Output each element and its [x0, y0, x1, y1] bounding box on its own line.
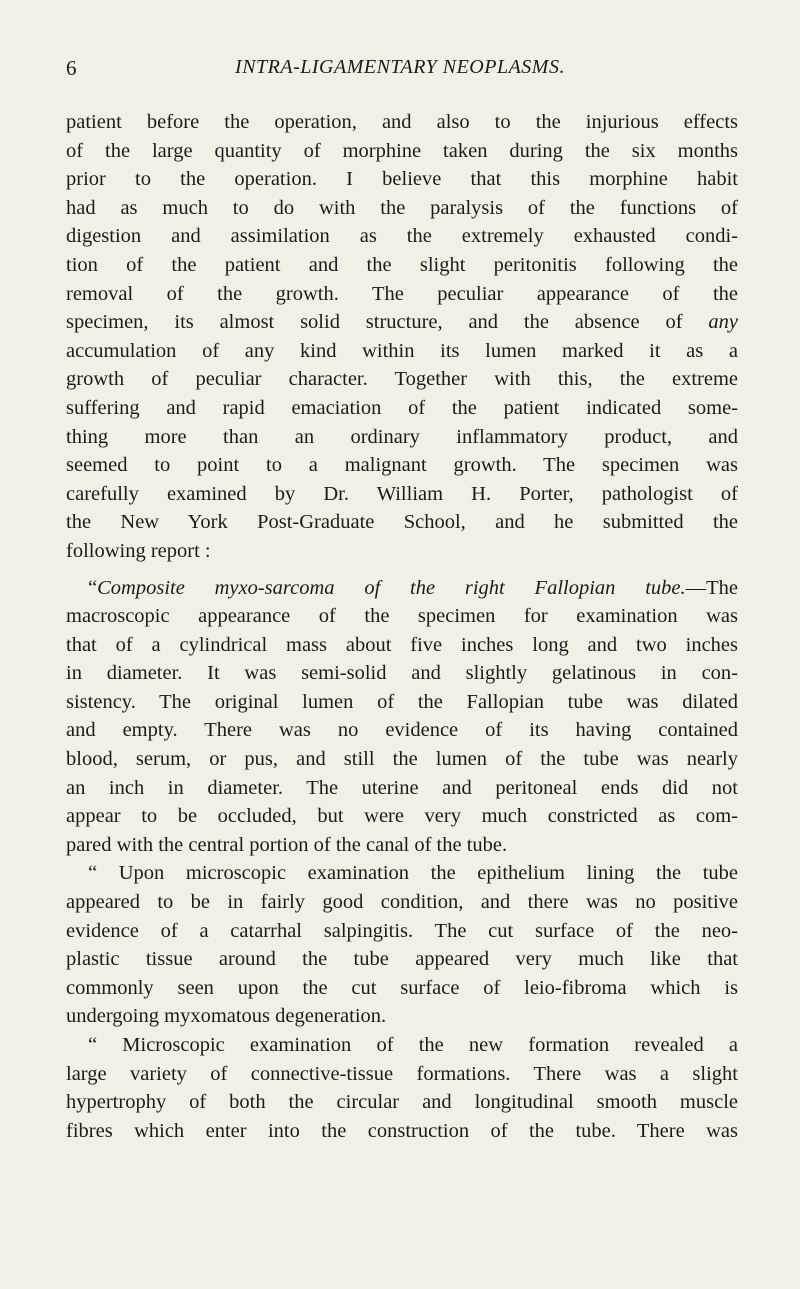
text-line-with-italic [66, 308, 738, 337]
page-number: 6 [66, 56, 77, 80]
text-line-with-italic [66, 574, 738, 603]
text-line: an inch in diameter. The uterine and peritoneal ends did not [66, 776, 738, 799]
text-line: sistency. The original lumen of the Fallopian tube was dilated [66, 690, 738, 713]
text-line: fibres which enter into the construction of the tube. There was [66, 1119, 738, 1142]
text-line: thing more than an ordinary inflammatory product, and [66, 425, 738, 448]
text-line: hypertrophy of both the circular and longitudinal smooth muscle [66, 1091, 738, 1114]
italic-word: any [708, 311, 738, 334]
text-line: appeared to be in fairly good condition, and there was no positive [66, 891, 738, 914]
text-line: and empty. There was no evidence of its having contained [66, 719, 738, 742]
text-line: carefully examined by Dr. William H. Porter, pathologist of [66, 482, 738, 505]
text-line: appear to be occluded, but were very much constricted as com- [66, 805, 738, 828]
text-line: pared with the central portion of the canal of the tube. [66, 833, 508, 856]
text-line: of the large quantity of morphine taken during the six months [66, 139, 738, 162]
text-line: seemed to point to a malignant growth. The specimen was [66, 454, 738, 477]
paragraph-gap [66, 566, 738, 574]
opening-quote: “ [88, 576, 98, 599]
text-line: in diameter. It was semi-solid and slightly gelatinous in con- [66, 662, 738, 685]
body-text [66, 108, 738, 1145]
text-line: following report : [66, 539, 211, 562]
text-line: had as much to do with the paralysis of the functions of [66, 196, 738, 219]
text-line: “ Microscopic examination of the new formation revealed a [88, 1034, 738, 1056]
page-header [0, 56, 800, 86]
text-line: large variety of connective-tissue formations. There was a slight [66, 1062, 738, 1085]
paragraph-1 [66, 108, 738, 566]
text-line: commonly seen upon the cut surface of leio-fibroma which is [66, 976, 738, 999]
text-line: accumulation of any kind within its lumen marked it as a [66, 339, 738, 362]
text-line: removal of the growth. The peculiar appearance of the [66, 282, 738, 305]
text-line: patient before the operation, and also to the injurious effects [66, 111, 738, 133]
text-line: digestion and assimilation as the extremely exhausted condi- [66, 225, 738, 248]
text-line: evidence of a catarrhal salpingitis. The cut surface of the neo- [66, 919, 738, 942]
paragraph-4 [66, 1031, 738, 1145]
text-line: undergoing myxomatous degeneration. [66, 1005, 387, 1028]
text-line: that of a cylindrical mass about five inches long and two inches [66, 633, 738, 656]
text-line: suffering and rapid emaciation of the patient indicated some- [66, 396, 738, 419]
text-line: blood, serum, or pus, and still the lumen of the tube was nearly [66, 748, 738, 771]
text-line-segment: specimen, its almost solid structure, and the absence of [66, 311, 683, 334]
paragraph-2 [66, 574, 738, 860]
text-line: plastic tissue around the tube appeared very much like that [66, 948, 738, 971]
paragraph-3 [66, 859, 738, 1031]
text-line: the New York Post-Graduate School, and he submitted the [66, 511, 738, 534]
running-title: INTRA-LIGAMENTARY NEOPLASMS. [235, 56, 565, 78]
italic-heading: Composite myxo-sarcoma of the right Fallopian tube. [97, 576, 686, 599]
text-line: growth of peculiar character. Together with this, the extreme [66, 368, 738, 391]
text-line: prior to the operation. I believe that this morphine habit [66, 168, 738, 191]
text-line: macroscopic appearance of the specimen for examination was [66, 605, 738, 628]
text-line: “ Upon microscopic examination the epithelium lining the tube [88, 862, 738, 885]
text-line-segment: —The [685, 576, 738, 599]
text-line: tion of the patient and the slight peritonitis following the [66, 253, 738, 276]
